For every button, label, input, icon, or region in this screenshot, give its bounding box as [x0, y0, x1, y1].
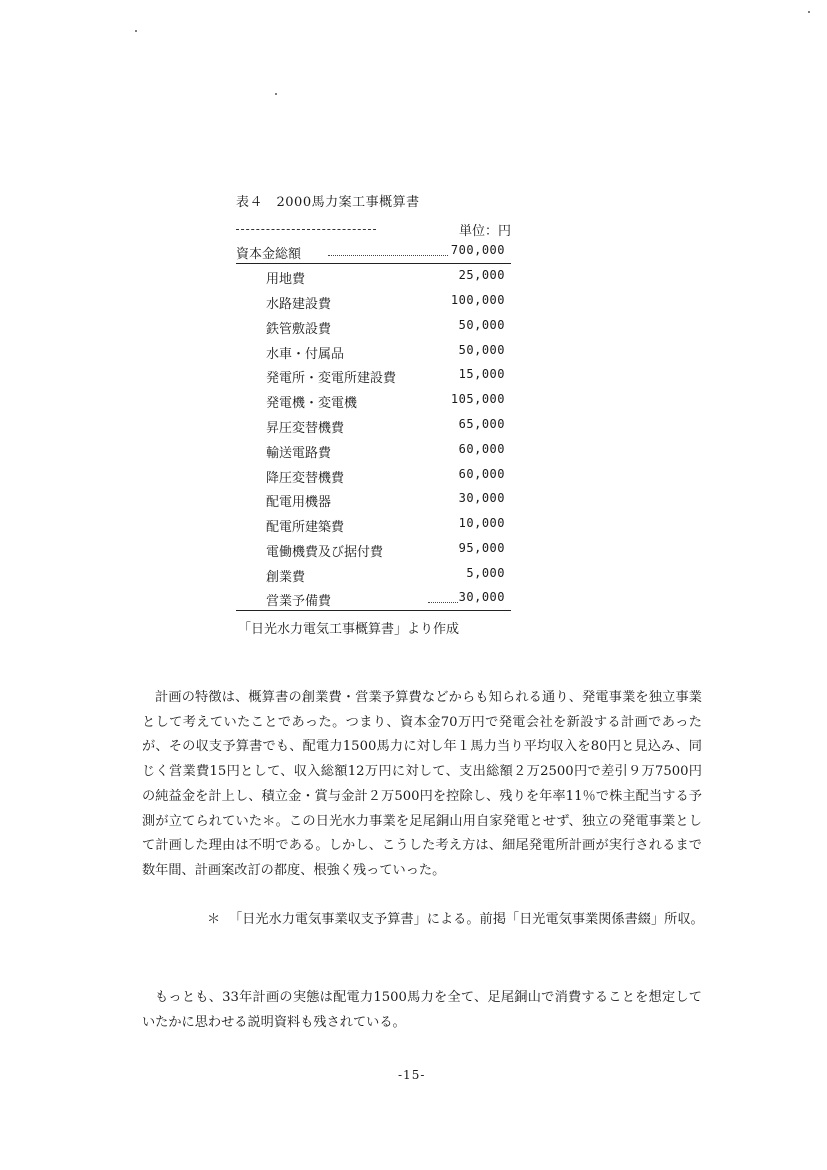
row-label: 配電用機器: [266, 495, 332, 510]
row-label: 発電機・変電機: [266, 396, 358, 411]
row-value: 5,000: [466, 566, 505, 580]
table-row: [236, 566, 511, 586]
table-row: [236, 343, 511, 363]
table-row: [236, 293, 511, 313]
row-value: 15,000: [458, 367, 505, 381]
paragraph-text: もっとも、33年計画の実態は配電力1500馬力を全て、足尾銅山で消費することを想定していたかに思わせる説明資料も残されている。: [142, 990, 702, 1030]
table-row: [236, 442, 511, 462]
row-label: 昇圧変替機費: [266, 421, 345, 436]
footnote: [207, 908, 707, 932]
row-value: 60,000: [458, 467, 505, 481]
row-value: 30,000: [458, 491, 505, 505]
table-row-total: [236, 243, 511, 264]
row-label: 発電所・変電所建設費: [266, 371, 397, 386]
row-value: 95,000: [458, 541, 505, 555]
table-row: [236, 541, 511, 561]
table-row: [236, 590, 511, 611]
row-label: 鉄管敷設費: [266, 322, 332, 337]
table-row: [236, 491, 511, 511]
body-paragraph: [142, 686, 702, 884]
row-value: 25,000: [458, 268, 505, 282]
row-value: 50,000: [458, 318, 505, 332]
leader-dots: [328, 255, 448, 256]
row-label: 営業予備費: [266, 594, 332, 609]
table-row: [236, 392, 511, 412]
row-value: 50,000: [458, 343, 505, 357]
row-value: 105,000: [450, 392, 505, 406]
row-label: 用地費: [266, 272, 306, 287]
scan-speck: [275, 93, 277, 95]
row-label: 降圧変替機費: [266, 471, 345, 486]
body-paragraph: [142, 986, 702, 1035]
unit-label: 単位：円: [458, 224, 511, 239]
row-value: 60,000: [458, 442, 505, 456]
footnote-text: 「日光水力電気事業収支予算書」による。前掲「日光電気事業関係書綴」所収。: [229, 912, 704, 927]
title-rule: [236, 229, 376, 230]
row-label: 電働機費及び据付費: [266, 545, 384, 560]
table-row: [236, 367, 511, 387]
row-label: 輸送電路費: [266, 446, 332, 461]
row-value: 700,000: [450, 243, 505, 257]
page-number: -15-: [398, 1068, 426, 1082]
scan-speck: [135, 30, 137, 32]
table-row: [236, 318, 511, 338]
table-row: [236, 467, 511, 487]
footnote-mark: ＊: [207, 912, 221, 927]
table-row: [236, 516, 511, 536]
paragraph-text: 計画の特徴は、概算書の創業費・営業予算費などからも知られる通り、発電事業を独立事業として考えていたことであった。つまり、資本金70万円で発電会社を新設する計画であったが、その収支予算書でも、配電力1500馬力に対し年１馬力当り平均収入を80円と見込み、同じく営業費15円として、収入総額12万円に対して、支出総額２万2500円で差引９万7500円の純益金を計上し、積立金・賞与金計２万500円を控除し、残りを年率11％で株主配当する予測が立てられていた＊。この日光水力事業を足尾銅山用自家発電とせず、独立の発電事業として計画した理由は不明である。しかし、こうした考え方は、細尾発電所計画が実行されるまで数年間、計画案改訂の都度、根強く残っていった。: [142, 690, 702, 878]
table-row: [236, 417, 511, 437]
table-title: 表４ 2000馬力案工事概算書: [236, 195, 420, 210]
table-row: [236, 268, 511, 288]
leader-dots: [428, 602, 458, 603]
scan-speck: [808, 11, 810, 13]
row-value: 30,000: [458, 590, 505, 604]
row-value: 100,000: [450, 293, 505, 307]
row-value: 10,000: [458, 516, 505, 530]
row-label: 水車・付属品: [266, 347, 345, 362]
table-source-note: 「日光水力電気工事概算書」より作成: [238, 622, 460, 637]
row-label: 配電所建築費: [266, 520, 345, 535]
row-label: 創業費: [266, 570, 306, 585]
row-label: 資本金総額: [236, 247, 302, 262]
row-value: 65,000: [458, 417, 505, 431]
row-label: 水路建設費: [266, 297, 332, 312]
